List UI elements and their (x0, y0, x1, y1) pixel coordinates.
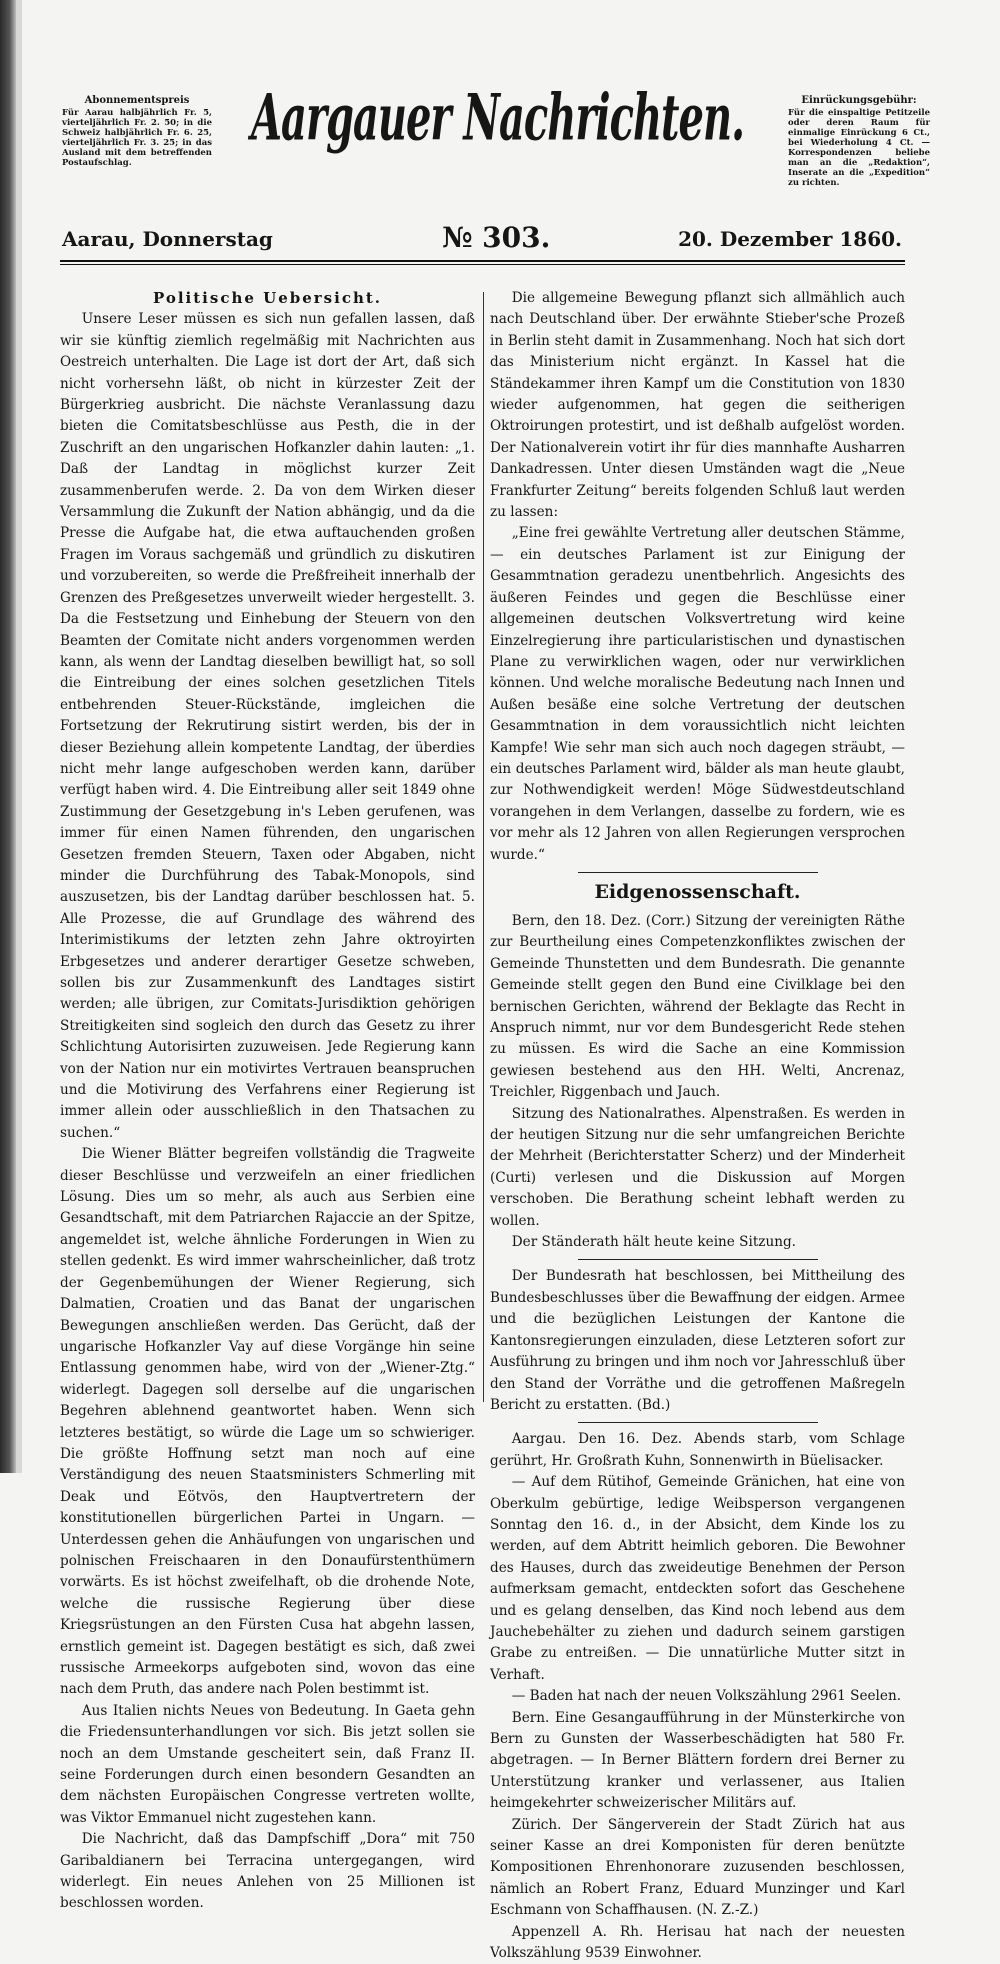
news-item: Aargau. Den 16. Dez. Abends starb, vom Schlage gerührt, Hr. Großrath Kuhn, Sonnenwirth in Büelisacker. (490, 1431, 905, 1469)
confederation-heading: Eidgenossenschaft. (594, 880, 801, 903)
book-binding-edge (0, 0, 16, 1473)
news-item: Appenzell A. Rh. Herisau hat nach der neuesten Volkszählung 9539 Einwohner. (490, 1923, 905, 1962)
left-column (60, 288, 475, 1915)
item-rule (578, 1422, 818, 1423)
masthead-rule (60, 260, 905, 265)
subscription-box (62, 96, 212, 168)
subscription-heading: Abonnementspreis (84, 95, 190, 106)
right-column (490, 288, 905, 1964)
insertion-fee-box (788, 96, 930, 188)
insertion-fee-heading: Einrückungsgebühr: (801, 95, 917, 106)
page-edge (16, 0, 22, 1473)
article-paragraph: Die Wiener Blätter begreifen vollständig die Tragweite dieser Beschlüsse und verzweifeln an einer friedlichen Lösung. Dies um so mehr, als auch aus Serbien eine Gesandtschaft, mit dem Patriarchen Rajaccie an der Spitze, angemeldet ist, welche ähnliche Forderungen in Wien zu stellen gedenkt. Es wird immer wahrscheinlicher, daß trotz der Gegenbemühungen der Wiener Regierung, sich Dalmatien, Croatien und das Banat der ungarischen Bewegungen anschließen werden. Das Gerücht, daß der ungarische Hofkanzler Vay auf diese Vorgänge hin seine Entlassung genommen habe, wird von der „Wiener-Ztg.“ widerlegt. Dagegen soll derselbe auf die ungarischen Begehren ablehnend geantwortet haben. Wenn sich letzteres bestätigt, so würde die Lage um so schwieriger. Die größte Hoffnung setzt man noch auf eine Verständigung des neuen Staatsministers Schmerling mit Deak und Eötvös, den Hauptvertretern der konstitutionellen bürgerlichen Partei in Ungarn. — Unterdessen gehen die Anhäufungen von ungarischen und polnischen Freischaaren in den Donaufürstenthümern vorwärts. Es ist höchst zweifelhaft, ob die drohende Note, welche die russische Regierung über diese Kriegsrüstungen an den Fürsten Cusa hat abgehn lassen, ernstlich gemeint ist. Dagegen bestätigt es sich, daß zwei russische Armeekorps aufgeboten sind, wovon das eine nach dem Pruth, das andere nach Polen bestimmt ist. (60, 1146, 475, 1698)
newspaper-title: Aargauer Nachrichten. (250, 80, 744, 156)
subscription-text: Für Aarau halbjährlich Fr. 5, vierteljährlich Fr. 2. 50; in die Schweiz halbjährlich Fr. 6. 25, vierteljährlich Fr. 3. 25; in das Ausland mit dem betreffenden Postaufschlag. (62, 108, 212, 168)
item-rule (578, 1259, 818, 1260)
news-item: — Baden hat nach der neuen Volkszählung 2961 Seelen. (511, 1688, 902, 1705)
issue-date: 20. Dezember 1860. (678, 227, 902, 251)
news-item: Sitzung des Nationalrathes. Alpenstraßen. Es werden in der heutigen Sitzung nur die sehr umfangreichen Berichte der Mehrheit (Berichterstatter Scherz) und der Minderheit (Curti) verlesen und die Diskussion auf Morgen verschoben. Die Berathung scheint lebhaft werden zu wollen. (490, 1105, 905, 1229)
dateline (62, 221, 902, 255)
news-item: Zürich. Der Sängerverein der Stadt Zürich hat aus seiner Kasse an drei Komponisten für deren benützte Kompositionen Ehrenhonorare zuzusenden beschlossen, nämlich an Robert Franz, Eduard Munzinger und Karl Eschmann von Schaffhausen. (N. Z.-Z.) (490, 1816, 905, 1919)
news-item: Bern, den 18. Dez. (Corr.) Sitzung der vereinigten Räthe zur Beurtheilung eines Competenzkonfliktes zwischen der Gemeinde Thunstetten und dem Bundesrath. Die genannte Gemeinde stellt gegen den Bund eine Civilklage bei den bernischen Gerichten, während der Beklagte das Recht in Anspruch nimmt, nur vor dem Bundesgericht Rede stehen zu müssen. Es wird die Sache an eine Kommission gewiesen bestehend aus den HH. Welti, Ancrenaz, Treichler, Riggenbach und Jauch. (490, 912, 905, 1101)
insertion-fee-text: Für die einspaltige Petitzeile oder deren Raum für einmalige Einrückung 6 Ct., bei Wiederholung 4 Ct. — Korrespondenzen beliebe man an die „Redaktion“, Inserate an die „Expedition“ zu richten. (788, 108, 930, 188)
political-overview-heading: Politische Uebersicht. (152, 289, 383, 307)
section-rule (578, 872, 818, 873)
article-paragraph: Aus Italien nichts Neues von Bedeutung. In Gaeta gehn die Friedensunterhandlungen vor sich. Bis jetzt sollen sie noch an dem Umstande gescheitert sein, daß Franz II. seine Forderungen durch einen besondern Gesandten an dem nächsten Europäischen Congresse vertreten wollte, was Viktor Emmanuel nicht zugestehen kann. (60, 1702, 475, 1826)
news-item: — Auf dem Rütihof, Gemeinde Gränichen, hat eine von Oberkulm gebürtige, ledige Weibsperson vergangenen Sonntag den 16. d., in der Absicht, dem Kinde los zu werden, auf dem Abtritt heimlich geboren. Die Bewohner des Hauses, durch das zweideutige Benehmen der Person aufmerksam gemacht, entdeckten sofort das Geschehene und es gelang denselben, das Kind noch lebend aus dem Jauchebehälter zu ziehen und dadurch seinem garstigen Grabe zu entreißen. — Die unnatürliche Mutter sitzt in Verhaft. (490, 1474, 905, 1683)
news-item: Bern. Eine Gesangaufführung in der Münsterkirche von Bern zu Gunsten der Wasserbeschädigten hat 580 Fr. abgetragen. — In Berner Blättern fordern drei Berner zu Unterstützung kranker und verlassener, aus Italien heimgekehrter schweizerischer Militärs auf. (490, 1709, 905, 1812)
issue-number: № 303. (442, 221, 551, 254)
news-item: Der Bundesrath hat beschlossen, bei Mittheilung des Bundesbeschlusses über die Bewaffnung der eidgen. Armee und die bezüglichen Leistungen der Kantone die Kantonsregierungen einzuladen, diese Letzteren sofort zur Ausführung zu bringen und ihm noch vor Jahresschluß über den Stand der Vorräthe und die getroffenen Maßregeln Bericht zu erstatten. (Bd.) (490, 1268, 905, 1413)
article-paragraph: Die Nachricht, daß das Dampfschiff „Dora“ mit 750 Garibaldianern bei Terracina untergegangen, wird widerlegt. Ein neues Anlehen von 25 Millionen ist beschlossen worden. (60, 1831, 475, 1912)
place-day: Aarau, Donnerstag (62, 227, 273, 251)
quote-paragraph: „Eine frei gewählte Vertretung aller deutschen Stämme, — ein deutsches Parlament ist zur Einigung der Gesammtnation geradezu unentbehrlich. Angesichts des äußeren Feindes und gegen die Beschlüsse einer allgemeinen deutschen Volksvertretung wird keine Einzelregierung ihre particularistischen und dynastischen Plane zu verwirklichen wagen, oder nur verwirklichen können. Und welche moralische Bedeutung nach Innen und Außen besäße eine solche Vertretung der deutschen Gesammtnation in dem voraussichtlich nicht leichten Kampfe! Wie sehr man sich auch noch dagegen sträubt, — ein deutsches Parlament wird, bälder als man heute glaubt, zur Nothwendigkeit werden! Möge Südwestdeutschland vorangehen in dem Verlangen, dasselbe zu fordern, wie es vor mehr als 12 Jahren von allen Regierungen versprochen wurde.“ (490, 525, 905, 863)
news-item: Der Ständerath hält heute keine Sitzung. (511, 1234, 796, 1251)
column-divider (483, 292, 484, 1402)
article-paragraph: Unsere Leser müssen es sich nun gefallen lassen, daß wir sie künftig ziemlich regelmäßig mit Nachrichten aus Oestreich unterhalten. Die Lage ist dort der Art, daß sich nicht vorhersehn läßt, ob nicht in kürzester Zeit der Bürgerkrieg ausbricht. Die nächste Veranlassung dazu bieten die Comitatsbeschlüsse aus Pesth, die in der Zuschrift an den ungarischen Hofkanzler dahin lauten: „1. Daß der Landtag in möglichst kurzer Zeit zusammenberufen werde. 2. Da von dem Wirken dieser Versammlung die Zukunft der Nation abhängig, und da die Presse die Aufgabe hat, die etwa auftauchenden großen Fragen im Voraus sachgemäß und gründlich zu diskutiren und vorzubereiten, so werde die Preßfreiheit innerhalb der Grenzen des Preßgesetzes unverweilt wieder hergestellt. 3. Da die Festsetzung und Einhebung der Steuern von den Beamten der Comitate nicht anders vorgenommen werden kann, als wenn der Landtag dieselben bewilligt hat, so soll die Eintreibung der eines solchen gesetzlichen Titels entbehrenden Steuer-Rückstände, imgleichen die Fortsetzung der Rekrutirung sistirt werden, bis der in dieser Beziehung allein kompetente Landtag, der überdies nicht mehr lange aufgeschoben werden kann, darüber verfügt haben wird. 4. Die Eintreibung aller seit 1849 ohne Zustimmung der Gesetzgebung in's Leben gerufenen, was immer für einen Namen führenden, den ungarischen Gesetzen fremden Steuern, Taxen oder Abgaben, nicht minder die Durchführung des Tabak-Monopols, sind auszusetzen, bis der Landtag darüber beschlossen hat. 5. Alle Prozesse, die auf Grundlage des während des Interimistikums der letzten zehn Jahre oktroyirten Erbgesetzes und anderer derartiger Gesetze schweben, sollen bis zur Zusammenkunft des Landtages sistirt werden; alle übrigen, zur Comitats-Jurisdiktion gehörigen Streitigkeiten sind sogleich den durch das Gesetz zu ihrer Schlichtung Autorisirten zuzuweisen. Jede Regierung kann von der Nation nur ein motivirtes Vertrauen beanspruchen und die Motivirung des Verfahrens einer Regierung ist immer allein oder ausschließlich in den Thatsachen zu suchen.“ (60, 311, 475, 1141)
article-paragraph: Die allgemeine Bewegung pflanzt sich allmählich auch nach Deutschland über. Der erwähnte Stieber'sche Prozeß in Berlin steht damit in Zusammenhang. Noch hat sich dort das Ministerium nicht ergänzt. In Kassel hat die Ständekammer ihren Kampf um die Constitution von 1830 wieder aufgenommen, hat gegen die seitherigen Oktroirungen protestirt, und ist deßhalb aufgelöst worden. Der Nationalverein votirt ihr für dies mannhafte Ausharren Dankadressen. Unter diesen Umständen wagt die „Neue Frankfurter Zeitung“ bereits folgenden Schluß laut werden zu lassen: (490, 290, 905, 521)
